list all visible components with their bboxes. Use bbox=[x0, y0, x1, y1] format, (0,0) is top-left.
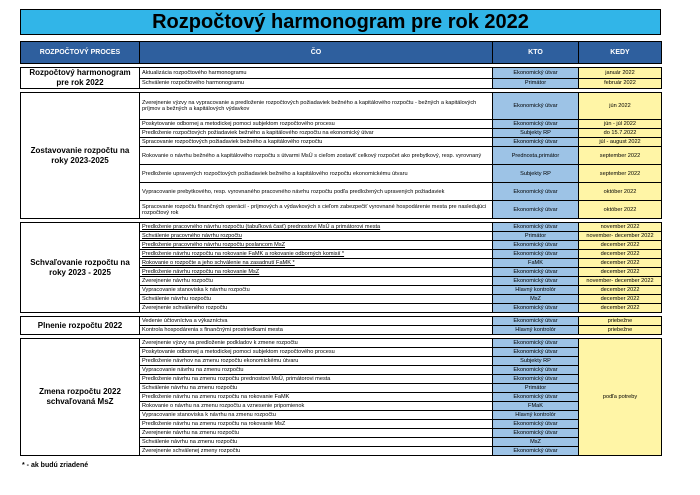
activity-cell: Schválenie pracovného návrhu rozpočtu bbox=[140, 232, 493, 241]
activity-cell: Predloženie návrhu rozpočtu na rokovanie FaMK a rokovanie odborných komisií * bbox=[140, 250, 493, 259]
header-proces: ROZPOČTOVÝ PROCES bbox=[21, 42, 140, 64]
activity-cell: Vypracovanie návrhu na zmenu rozpočtu bbox=[140, 366, 493, 375]
responsible-cell: Prednosta,primátor bbox=[493, 147, 579, 165]
timing-cell: september 2022 bbox=[579, 147, 662, 165]
responsible-cell: Ekonomický útvar bbox=[493, 447, 579, 456]
responsible-cell: Primátor bbox=[493, 384, 579, 393]
responsible-cell: Ekonomický útvar bbox=[493, 268, 579, 277]
responsible-cell: Ekonomický útvar bbox=[493, 366, 579, 375]
responsible-cell: Hlavný kontrolór bbox=[493, 326, 579, 335]
responsible-cell: Ekonomický útvar bbox=[493, 241, 579, 250]
responsible-cell: Subjekty RP bbox=[493, 129, 579, 138]
responsible-cell: Ekonomický útvar bbox=[493, 317, 579, 326]
activity-cell: Aktualizácia rozpočtového harmonogramu bbox=[140, 68, 493, 79]
responsible-cell: Ekonomický útvar bbox=[493, 420, 579, 429]
timing-cell: november- december 2022 bbox=[579, 232, 662, 241]
timing-cell: december 2022 bbox=[579, 286, 662, 295]
activity-cell: Rokovanie o návrhu bežného a kapitálového rozpočtu s útvarmi MsÚ s cieľom zostaviť celkový rozpočet ako prebytkový, resp. vyrovnaný bbox=[140, 147, 493, 165]
activity-cell: Vypracovanie stanoviska k návrhu rozpočtu bbox=[140, 286, 493, 295]
activity-cell: Zverejnenie výzvy na predloženie podkladov k zmene rozpočtu bbox=[140, 339, 493, 348]
timing-cell: december 2022 bbox=[579, 268, 662, 277]
table-row bbox=[21, 339, 662, 348]
footnote: * - ak budú zriadené bbox=[22, 462, 89, 469]
timing-cell: do 15.7.2022 bbox=[579, 129, 662, 138]
activity-cell: Poskytovanie odbornej a metodickej pomoci subjektom rozpočtového procesu bbox=[140, 348, 493, 357]
responsible-cell: Ekonomický útvar bbox=[493, 393, 579, 402]
responsible-cell: Ekonomický útvar bbox=[493, 277, 579, 286]
table-row bbox=[21, 68, 662, 79]
timing-cell: november- december 2022 bbox=[579, 277, 662, 286]
activity-cell: Vypracovanie stanoviska k návrhu na zmenu rozpočtu bbox=[140, 411, 493, 420]
activity-cell: Rokovanie o návrhu na zmenu rozpočtu a vznesenie pripomienok bbox=[140, 402, 493, 411]
timing-cell: december 2022 bbox=[579, 241, 662, 250]
activity-cell: Spracovanie rozpočtu finančných operácií - príjmových a výdavkových s cieľom zabezpečiť vyrovnané hospodárenie mesta pre nasledujúci rozpočtový rok bbox=[140, 201, 493, 219]
header-kedy: KEDY bbox=[579, 42, 662, 64]
activity-cell: Poskytovanie odbornej a metodickej pomoci subjektom rozpočtového procesu bbox=[140, 120, 493, 129]
activity-cell: Predloženie návrhu rozpočtu na rokovanie MsZ bbox=[140, 268, 493, 277]
timing-cell: november 2022 bbox=[579, 223, 662, 232]
timing-cell: jún 2022 bbox=[579, 93, 662, 120]
activity-cell: Kontrola hospodárenia s finančnými prostriedkami mesta bbox=[140, 326, 493, 335]
responsible-cell: Ekonomický útvar bbox=[493, 339, 579, 348]
activity-cell: Zverejnenie návrhu na zmenu rozpočtu bbox=[140, 429, 493, 438]
header-co: ČO bbox=[140, 42, 493, 64]
responsible-cell: FaMK bbox=[493, 259, 579, 268]
responsible-cell: Ekonomický útvar bbox=[493, 138, 579, 147]
activity-cell: Predloženie návrhu na zmenu rozpočtu prednostovi MsÚ, primátorovi mesta bbox=[140, 375, 493, 384]
responsible-cell: Primátor bbox=[493, 78, 579, 89]
activity-cell: Vypracovanie prebytkového, resp. vyrovnaného pracovného návrhu rozpočtu podľa predložených upravených požiadaviek bbox=[140, 183, 493, 201]
responsible-cell: Ekonomický útvar bbox=[493, 223, 579, 232]
activity-cell: Schválenie návrhu na zmenu rozpočtu bbox=[140, 384, 493, 393]
page-title: Rozpočtový harmonogram pre rok 2022 bbox=[20, 9, 661, 35]
timing-cell: priebežne bbox=[579, 317, 662, 326]
activity-cell: Vedenie účtovníctva a výkazníctva bbox=[140, 317, 493, 326]
activity-cell: Zverejnenie schváleného rozpočtu bbox=[140, 304, 493, 313]
responsible-cell: Subjekty RP bbox=[493, 165, 579, 183]
activity-cell: Schválenie návrhu rozpočtu bbox=[140, 295, 493, 304]
responsible-cell: Ekonomický útvar bbox=[493, 183, 579, 201]
responsible-cell: Ekonomický útvar bbox=[493, 348, 579, 357]
timing-cell: podľa potreby bbox=[579, 339, 662, 456]
process-cell: Zostavovanie rozpočtu na roky 2023-2025 bbox=[21, 93, 140, 219]
table-row bbox=[21, 93, 662, 120]
activity-cell: Predloženie pracovného návrhu rozpočtu (tabuľková časť) prednostovi MsÚ a primátorovi mesta bbox=[140, 223, 493, 232]
responsible-cell: FMaK bbox=[493, 402, 579, 411]
timing-cell: december 2022 bbox=[579, 259, 662, 268]
timing-cell: október 2022 bbox=[579, 183, 662, 201]
timing-cell: júl - august 2022 bbox=[579, 138, 662, 147]
activity-cell: Predloženie upravených rozpočtových požiadaviek bežného a kapitálového rozpočtu ekonomickému útvaru bbox=[140, 165, 493, 183]
responsible-cell: Ekonomický útvar bbox=[493, 429, 579, 438]
responsible-cell: Ekonomický útvar bbox=[493, 250, 579, 259]
activity-cell: Spracovanie rozpočtových požiadaviek bežného a kapitálového rozpočtu bbox=[140, 138, 493, 147]
activity-cell: Predloženie pracovného návrhu rozpočtu poslancom MsZ bbox=[140, 241, 493, 250]
process-cell: Plnenie rozpočtu 2022 bbox=[21, 317, 140, 335]
responsible-cell: Ekonomický útvar bbox=[493, 120, 579, 129]
timing-cell: január 2022 bbox=[579, 68, 662, 79]
timing-cell: december 2022 bbox=[579, 304, 662, 313]
timing-cell: február 2022 bbox=[579, 78, 662, 89]
activity-cell: Zverejnenie schválenej zmeny rozpočtu bbox=[140, 447, 493, 456]
responsible-cell: Subjekty RP bbox=[493, 357, 579, 366]
process-cell: Rozpočtový harmonogram pre rok 2022 bbox=[21, 68, 140, 89]
budget-schedule-table bbox=[20, 41, 662, 456]
responsible-cell: Ekonomický útvar bbox=[493, 93, 579, 120]
activity-cell: Zverejnenie návrhu rozpočtu bbox=[140, 277, 493, 286]
activity-cell: Predloženie návrhov na zmenu rozpočtu ekonomickému útvaru bbox=[140, 357, 493, 366]
activity-cell: Schválenie návrhu na zmenu rozpočtu bbox=[140, 438, 493, 447]
responsible-cell: MsZ bbox=[493, 438, 579, 447]
table-row bbox=[21, 223, 662, 232]
activity-cell: Rokovanie o rozpočte a jeho schválenie na zasadnutí FaMK * bbox=[140, 259, 493, 268]
responsible-cell: Hlavný kontrolór bbox=[493, 286, 579, 295]
timing-cell: december 2022 bbox=[579, 250, 662, 259]
responsible-cell: Ekonomický útvar bbox=[493, 375, 579, 384]
activity-cell: Predloženie návrhu na zmenu rozpočtu na rokovanie FaMK bbox=[140, 393, 493, 402]
activity-cell: Zverejnenie výzvy na vypracovanie a predloženie rozpočtových požiadaviek bežného a kapitálového rozpočtu - bežných a kapitálových príjmov a bežných a kapitálových výdavkov bbox=[140, 93, 493, 120]
responsible-cell: Ekonomický útvar bbox=[493, 201, 579, 219]
activity-cell: Predloženie návrhu na zmenu rozpočtu na rokovanie MsZ bbox=[140, 420, 493, 429]
activity-cell: Predloženie rozpočtových požiadaviek bežného a kapitálového rozpočtu na ekonomický útvar bbox=[140, 129, 493, 138]
responsible-cell: Primátor bbox=[493, 232, 579, 241]
responsible-cell: Ekonomický útvar bbox=[493, 304, 579, 313]
timing-cell: jún - júl 2022 bbox=[579, 120, 662, 129]
responsible-cell: MsZ bbox=[493, 295, 579, 304]
activity-cell: Schválenie rozpočtového harmonogramu bbox=[140, 78, 493, 89]
header-kto: KTO bbox=[493, 42, 579, 64]
timing-cell: október 2022 bbox=[579, 201, 662, 219]
timing-cell: priebežne bbox=[579, 326, 662, 335]
table-header-row bbox=[21, 42, 662, 64]
timing-cell: december 2022 bbox=[579, 295, 662, 304]
timing-cell: september 2022 bbox=[579, 165, 662, 183]
responsible-cell: Hlavný kontrolór bbox=[493, 411, 579, 420]
responsible-cell: Ekonomický útvar bbox=[493, 68, 579, 79]
table-row bbox=[21, 317, 662, 326]
process-cell: Zmena rozpočtu 2022 schvaľovaná MsZ bbox=[21, 339, 140, 456]
process-cell: Schvaľovanie rozpočtu na roky 2023 - 2025 bbox=[21, 223, 140, 313]
